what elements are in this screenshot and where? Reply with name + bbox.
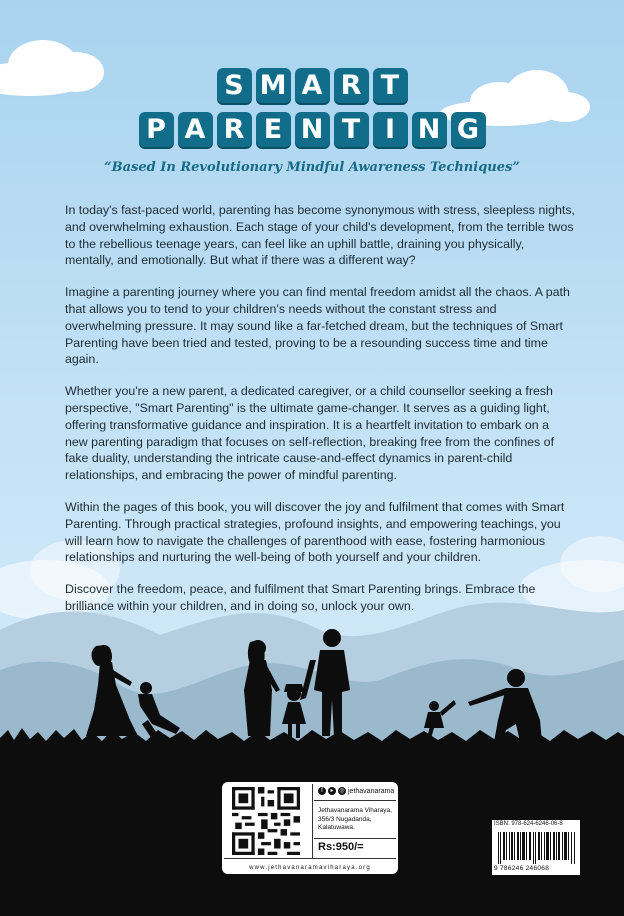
isbn-barcode-box	[492, 820, 580, 875]
social-handle: jethavanarama	[348, 787, 395, 795]
title-letter: T	[373, 68, 408, 103]
title-letter: A	[178, 112, 213, 147]
youtube-icon[interactable]: ▸	[328, 787, 336, 795]
title-letter: R	[334, 68, 369, 103]
title-line-parenting	[0, 112, 624, 147]
blurb-paragraph: Whether you're a new parent, a dedicated caregiver, or a child counsellor seeking a fresh perspective, "Smart Parenting" is the ultimate game-changer. It serves as a guiding light, offering transformative guidance and inspiration. It is a heartfelt invitation to embark on a new parenting paradigm that focuses on self-reflection, breaking free from the confines of fake duality, understanding the intricate cause-and-effect dynamics in parent-child relationships, and embracing the power of mindful parenting.	[65, 384, 555, 483]
qr-code-icon[interactable]	[232, 787, 300, 855]
isbn-number: ISBN: 978-624-6246-06-8	[494, 821, 563, 827]
title-letter: S	[217, 68, 252, 103]
price-label: Rs:950/=	[318, 841, 364, 853]
social-media-row	[318, 787, 394, 795]
blurb-paragraph: Discover the freedom, peace, and fulfilment that Smart Parenting brings. Embrace the brilliance within your children, and in doing so, unlock your own.	[65, 582, 536, 613]
blurb-paragraph: In today's fast-paced world, parenting has become synonymous with stress, sleepless nights, and overwhelming exhaustion. Each stage of your child's development, from the terrible twos to the rebellious teenage years, can feel like an uphill battle, draining you physically, mentally, and emotionally. But what if there was a different way?	[65, 203, 575, 268]
blurb-paragraph: Imagine a parenting journey where you can find mental freedom amidst all the chaos. A path that allows you to tend to your children's needs without the constant stress and overwhelming pressure. It may sound like a far-fetched dream, but the techniques of Smart Parenting have been tried and tested, proving to be a resounding success time and time again.	[65, 285, 570, 367]
publisher-address	[318, 807, 398, 833]
divider	[314, 800, 396, 801]
divider	[224, 858, 396, 859]
blurb-paragraph: Within the pages of this book, you will discover the joy and fulfilment that comes with Smart Parenting. Through practical strategies, profound insights, and empowering teachings, you will learn how to navigate the challenges of parenthood with ease, fostering harmonious relationships and nurturing the well-being of both yourself and your children.	[65, 499, 565, 565]
title-line-smart	[0, 68, 624, 103]
address-line: Jethavanarama Viharaya,	[318, 807, 392, 814]
tagline: “Based In Revolutionary Mindful Awareness Techniques”	[104, 160, 520, 175]
title-letter: R	[217, 112, 252, 147]
title-letter: M	[256, 68, 291, 103]
title-letter: I	[373, 112, 408, 147]
publisher-info-box	[222, 782, 398, 874]
address-line: 356/3 Nugadanda,	[318, 815, 372, 823]
vertical-divider	[312, 784, 313, 858]
website-link[interactable]: www.jethavanaramaviharaya.org	[249, 865, 371, 871]
barcode-digits: 9 786246 246068	[494, 865, 550, 872]
title-letter: E	[256, 112, 291, 147]
divider	[314, 838, 396, 839]
title-letter: G	[451, 112, 486, 147]
title-letter: P	[139, 112, 174, 147]
title-letter: N	[295, 112, 330, 147]
title-letter: T	[334, 112, 369, 147]
title-letter: N	[412, 112, 447, 147]
instagram-icon[interactable]: ◎	[339, 788, 345, 794]
facebook-icon[interactable]: f	[318, 787, 326, 795]
barcode-icon	[498, 832, 576, 864]
title-letter: A	[295, 68, 330, 103]
address-line: Kalatuwawa.	[318, 824, 355, 831]
